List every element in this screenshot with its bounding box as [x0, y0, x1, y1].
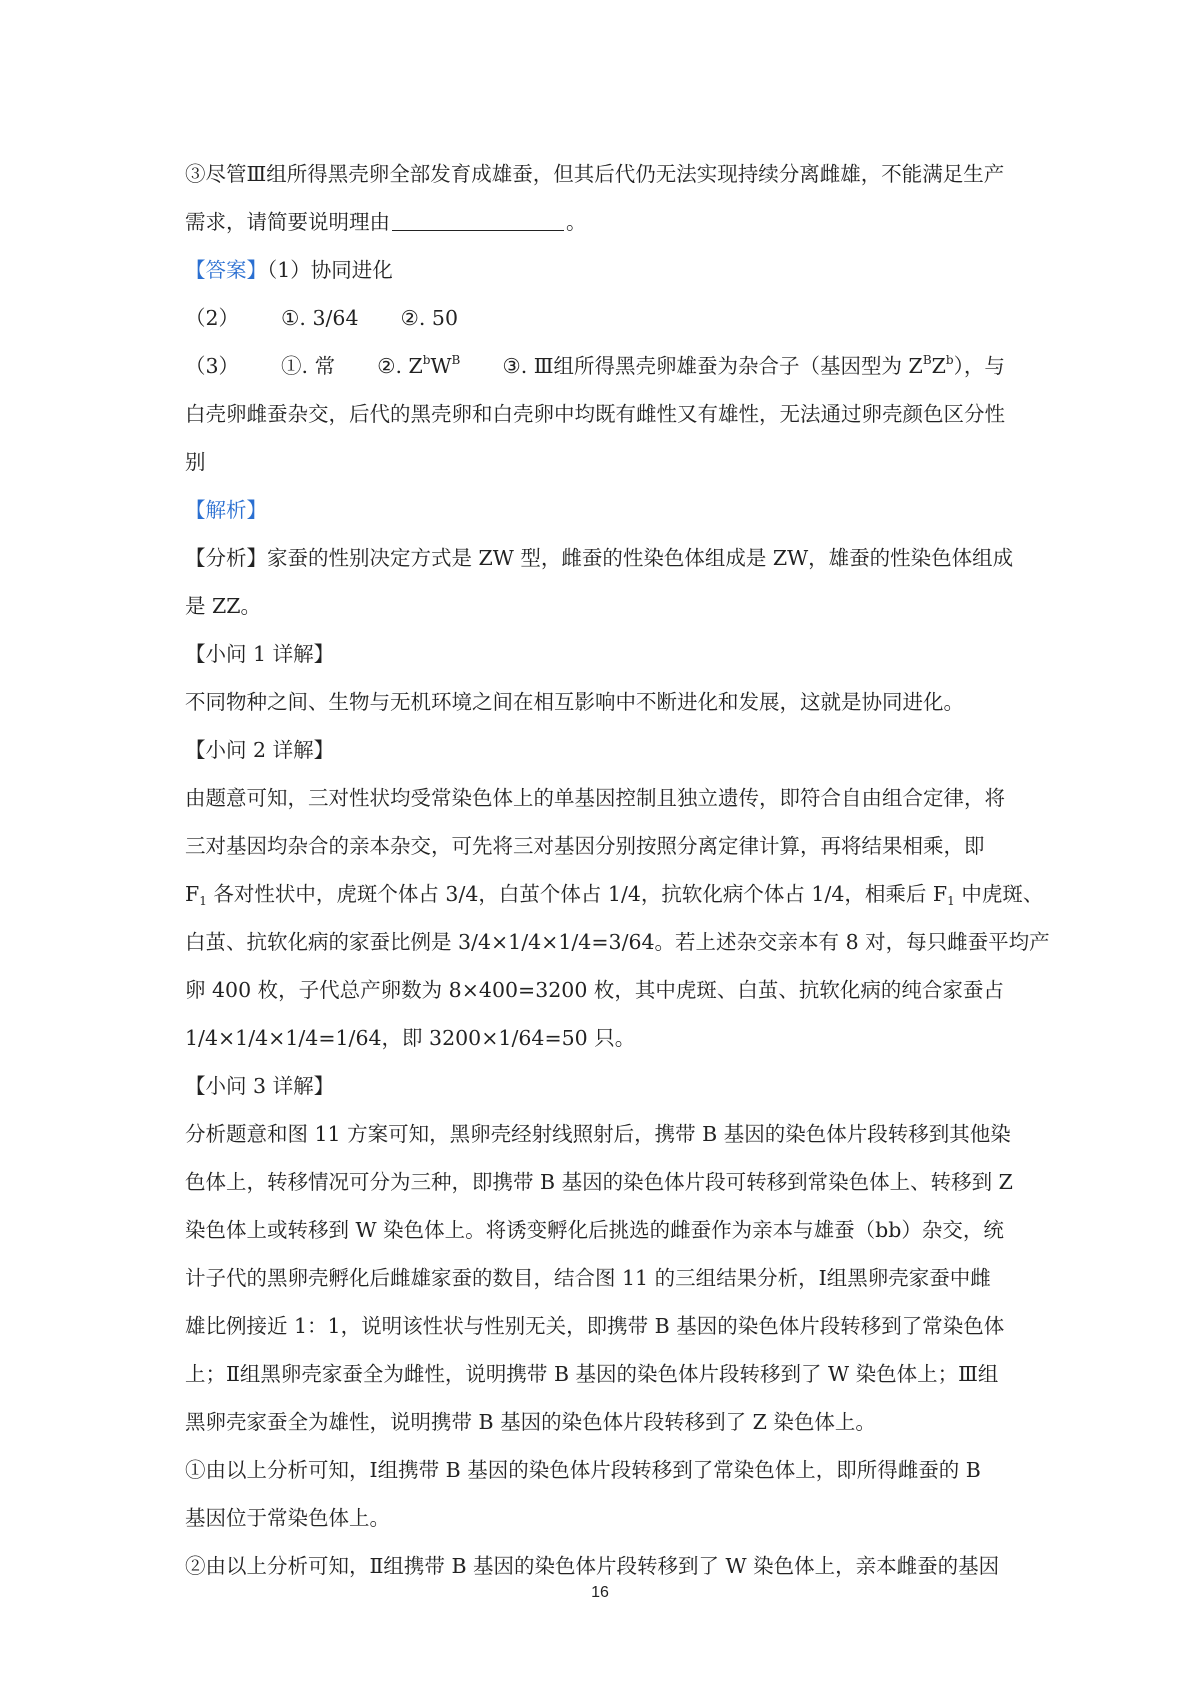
analysis-line: ①由以上分析可知，Ⅰ组携带 B 基因的染色体片段转移到了常染色体上，即所得雌蚕的 B — [185, 1458, 981, 1482]
analysis-line: 不同物种之间、生物与无机环境之间在相互影响中不断进化和发展，这就是协同进化。 — [185, 690, 964, 714]
answer-line-4: 白壳卵雌蚕杂交，后代的黑壳卵和白壳卵中均既有雌性又有雄性，无法通过卵壳颜色区分性 — [185, 402, 1005, 426]
analysis-line: 雄比例接近 1：1，说明该性状与性别无关，即携带 B 基因的染色体片段转移到了常染色体 — [185, 1314, 1005, 1338]
analysis-line: ②由以上分析可知，Ⅱ组携带 B 基因的染色体片段转移到了 W 染色体上，亲本雌蚕的基因 — [185, 1554, 1000, 1578]
question-line: 需求，请简要说明理由 。 — [185, 210, 587, 234]
analysis-line: 基因位于常染色体上。 — [185, 1506, 390, 1530]
analysis-label-line — [185, 486, 1030, 534]
answer-blank — [392, 212, 564, 231]
document-body — [185, 150, 1050, 1590]
analysis-line: 上；Ⅱ组黑卵壳家蚕全为雌性，说明携带 B 基因的染色体片段转移到了 W 染色体上；Ⅲ组 — [185, 1362, 999, 1386]
analysis-line: 计子代的黑卵壳孵化后雌雄家蚕的数目，结合图 11 的三组结果分析，Ⅰ组黑卵壳家蚕中雌 — [185, 1266, 991, 1290]
analysis-line: 三对基因均杂合的亲本杂交，可先将三对基因分别按照分离定律计算，再将结果相乘，即 — [185, 834, 985, 858]
analysis-label: 【解析】 — [185, 498, 267, 522]
analysis-line: 是 ZZ。 — [185, 594, 262, 618]
analysis-line: 分析题意和图 11 方案可知，黑卵壳经射线照射后，携带 B 基因的染色体片段转移到其他染 — [185, 1122, 1011, 1146]
answer-label: 【答案】 — [185, 258, 267, 282]
answer-line-3: （3） ①. 常 ②. $Z^bW^B$ ③. Ⅲ组所得黑壳卵雄蚕为杂合子（基因型为 $Z^BZ^b$），与 — [185, 353, 1005, 378]
question-line: ③尽管Ⅲ组所得黑壳卵全部发育成雄蚕，但其后代仍无法实现持续分离雌雄，不能满足生产 — [185, 162, 1005, 186]
section-title: 【小问 3 详解】 — [185, 1074, 335, 1098]
analysis-line: 由题意可知，三对性状均受常染色体上的单基因控制且独立遗传，即符合自由组合定律，将 — [185, 786, 1005, 810]
answer-line-1: 【答案】（1）协同进化 — [185, 258, 393, 282]
analysis-line: 染色体上或转移到 W 染色体上。将诱变孵化后挑选的雌蚕作为亲本与雄蚕（bb）杂交，统 — [185, 1218, 1004, 1242]
page-number: 16 — [591, 1584, 609, 1601]
answer-line-2: （2） ①. 3/64 ②. 50 — [185, 306, 458, 330]
analysis-line: 黑卵壳家蚕全为雄性，说明携带 B 基因的染色体片段转移到了 Z 染色体上。 — [185, 1410, 876, 1434]
answer-line-5: 别 — [185, 450, 206, 474]
analysis-line: 色体上，转移情况可分为三种，即携带 B 基因的染色体片段可转移到常染色体上、转移到 Z — [185, 1170, 1013, 1194]
analysis-line: $F_1$ 各对性状中，虎斑个体占 3/4，白茧个体占 1/4，抗软化病个体占 1/4，相乘后 $F_1$ 中虎斑、 — [185, 882, 1044, 908]
analysis-line: 1/4×1/4×1/4=1/64，即 3200×1/64=50 只。 — [185, 1026, 636, 1050]
analysis-line: 白茧、抗软化病的家蚕比例是 3/4×1/4×1/4=3/64。若上述杂交亲本有 8 对，每只雌蚕平均产 — [185, 930, 1050, 954]
section-title: 【小问 1 详解】 — [185, 642, 335, 666]
analysis-line: 【分析】家蚕的性别决定方式是 ZW 型，雌蚕的性染色体组成是 ZW，雄蚕的性染色体组成 — [185, 546, 1014, 570]
analysis-line: 卵 400 枚，子代总产卵数为 8×400=3200 枚，其中虎斑、白茧、抗软化病的纯合家蚕占 — [185, 978, 1004, 1002]
section-title: 【小问 2 详解】 — [185, 738, 335, 762]
